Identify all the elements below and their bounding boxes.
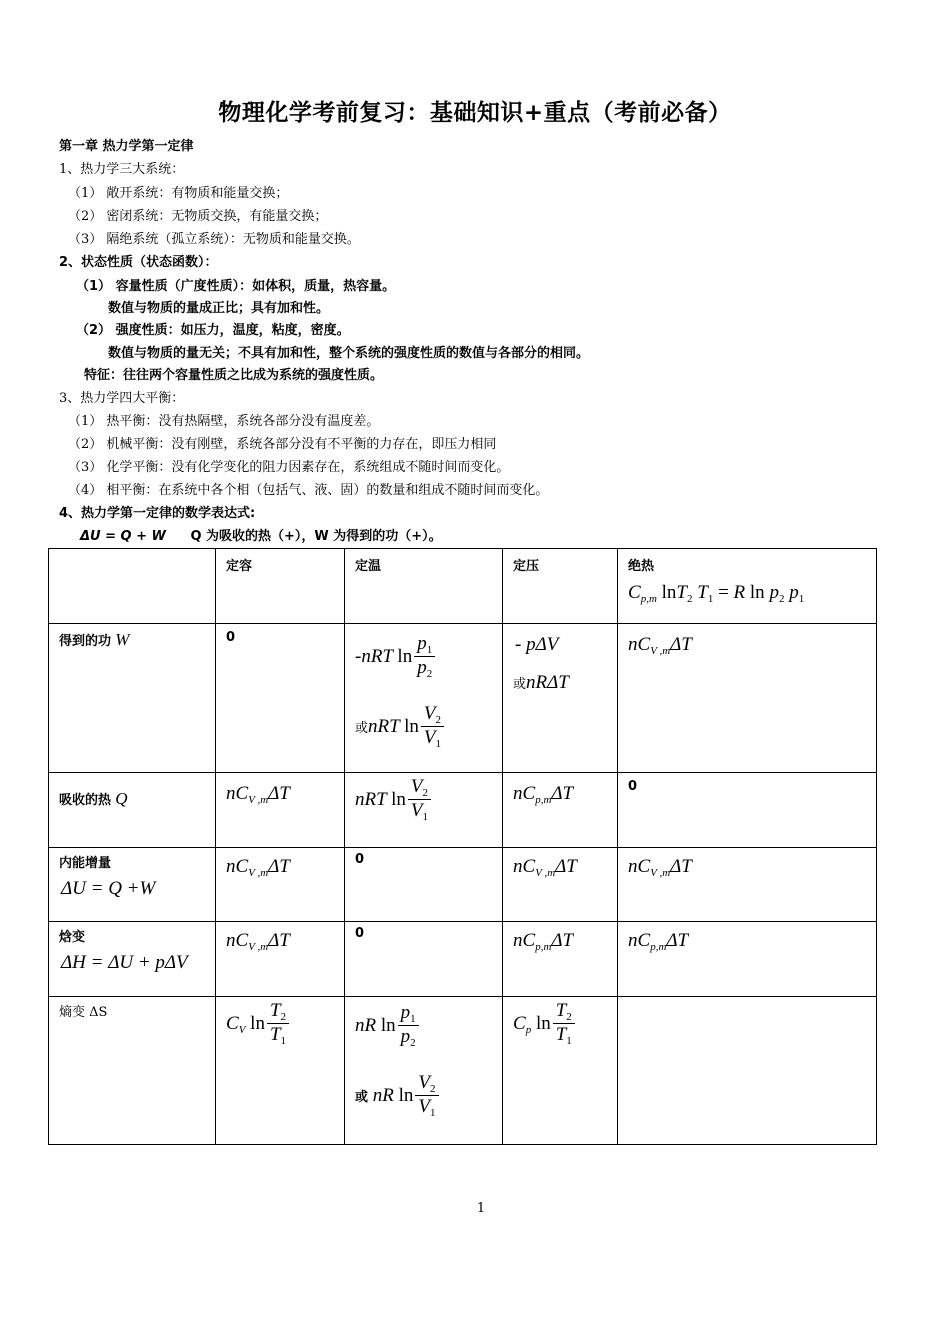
list-item: （4） 相平衡：在系统中各个相（包括气、液、固）的数量和组成不随时间而变化。 [68, 483, 549, 498]
heat-isobaric: $nC_{p,m}\Delta T$ [513, 783, 574, 806]
energy-equation: ΔU = Q +W [61, 878, 156, 899]
table-row [49, 997, 877, 1145]
table-row [49, 773, 877, 848]
entropy-isobaric: $C_p$ ln $\frac{T_2}{T_1}$ [513, 1001, 577, 1048]
list-item: （1） 敞开系统：有物质和能量交换； [68, 186, 289, 201]
row-label-heat: 吸收的热 Q [59, 789, 128, 808]
header-adiabatic: 绝热 [628, 559, 655, 574]
header-isochoric: 定容 [226, 559, 253, 574]
work-isothermal-volume: 或nRT ln $\frac{V_2}{V_1}$ [355, 704, 446, 751]
adiabatic-equation: $C_{p,m}$ lnT$_2$ $T_1 = R$ $\ln p_2$ $p_1$ [628, 582, 805, 605]
table-row [49, 624, 877, 773]
energy-isochoric: $nC_{V ,m}\Delta T$ [226, 856, 290, 879]
section-3-heading: 3、热力学四大平衡： [59, 391, 185, 406]
page-number: 1 [476, 1201, 486, 1216]
first-law-formula: ΔU = Q + W Q 为吸收的热（+），W 为得到的功（+）。 [80, 529, 442, 544]
list-item: （1） 容量性质（广度性质）：如体积，质量，热容量。 [76, 279, 396, 294]
list-item: （3） 化学平衡：没有化学变化的阻力因素存在，系统组成不随时间而变化。 [68, 460, 510, 475]
chapter-heading: 第一章 热力学第一定律 [59, 139, 194, 154]
list-item: （2） 密闭系统：无物质交换，有能量交换； [68, 209, 328, 224]
header-isothermal: 定温 [355, 559, 382, 574]
energy-isobaric: $nC_{V ,m}\Delta T$ [513, 856, 577, 879]
enthalpy-equation: ΔH = ΔU + pΔV [61, 952, 188, 973]
work-adiabatic: $nC_{V ,m}\Delta T$ [628, 634, 692, 657]
enthalpy-isochoric: $nC_{V ,m}\Delta T$ [226, 930, 290, 953]
table-row [49, 848, 877, 922]
enthalpy-isothermal: 0 [355, 926, 365, 941]
heat-adiabatic: 0 [628, 779, 638, 794]
work-isochoric: 0 [226, 630, 236, 645]
row-label-work: 得到的功 W [59, 630, 130, 649]
heat-isochoric: $nC_{V ,m}\Delta T$ [226, 783, 290, 806]
section-2-heading: 2、状态性质（状态函数）： [59, 255, 218, 270]
enthalpy-isobaric: $nC_{p,m}\Delta T$ [513, 930, 574, 953]
energy-adiabatic: $nC_{V ,m}\Delta T$ [628, 856, 692, 879]
energy-isothermal: 0 [355, 852, 365, 867]
list-item: 特征：往往两个容量性质之比成为系统的强度性质。 [84, 368, 384, 383]
list-item: （2） 机械平衡：没有刚壁，系统各部分没有不平衡的力存在，即压力相同 [68, 437, 497, 452]
heat-isothermal: nRT ln $\frac{V_2}{V_1}$ [355, 777, 433, 824]
entropy-isothermal-pressure: nR ln $\frac{p_1}{p_2}$ [355, 1003, 421, 1050]
section-1-heading: 1、热力学三大系统： [59, 162, 185, 177]
row-label-entropy: 熵变 ΔS [59, 1005, 108, 1020]
header-isobaric: 定压 [513, 559, 540, 574]
entropy-isothermal-volume: 或 nR ln $\frac{V_2}{V_1}$ [355, 1073, 441, 1120]
work-isobaric-alt: 或nRΔT [513, 672, 569, 693]
work-isobaric: - pΔV [515, 634, 559, 655]
entropy-isochoric: $C_V$ ln $\frac{T_2}{T_1}$ [226, 1001, 291, 1048]
row-label-enthalpy: 焓变 [59, 930, 86, 945]
work-isothermal-pressure: -nRT ln $\frac{p_1}{p_2}$ [355, 634, 437, 681]
page-title: 物理化学考前复习：基础知识+重点（考前必备） [218, 100, 732, 126]
list-item: 数值与物质的量成正比；具有加和性。 [108, 301, 330, 316]
section-4-heading: 4、热力学第一定律的数学表达式: [59, 506, 256, 521]
list-item: 数值与物质的量无关；不具有加和性，整个系统的强度性质的数值与各部分的相同。 [108, 346, 590, 361]
enthalpy-adiabatic: $nC_{p,m}\Delta T$ [628, 930, 689, 953]
table-row [49, 549, 877, 624]
list-item: （2） 强度性质：如压力，温度，粘度，密度。 [76, 323, 350, 338]
row-label-energy: 内能增量 [59, 856, 112, 871]
list-item: （3） 隔绝系统（孤立系统）：无物质和能量交换。 [68, 232, 360, 247]
table-row [49, 922, 877, 997]
list-item: （1） 热平衡：没有热隔壁，系统各部分没有温度差。 [68, 414, 380, 429]
thermo-table [48, 548, 877, 1145]
